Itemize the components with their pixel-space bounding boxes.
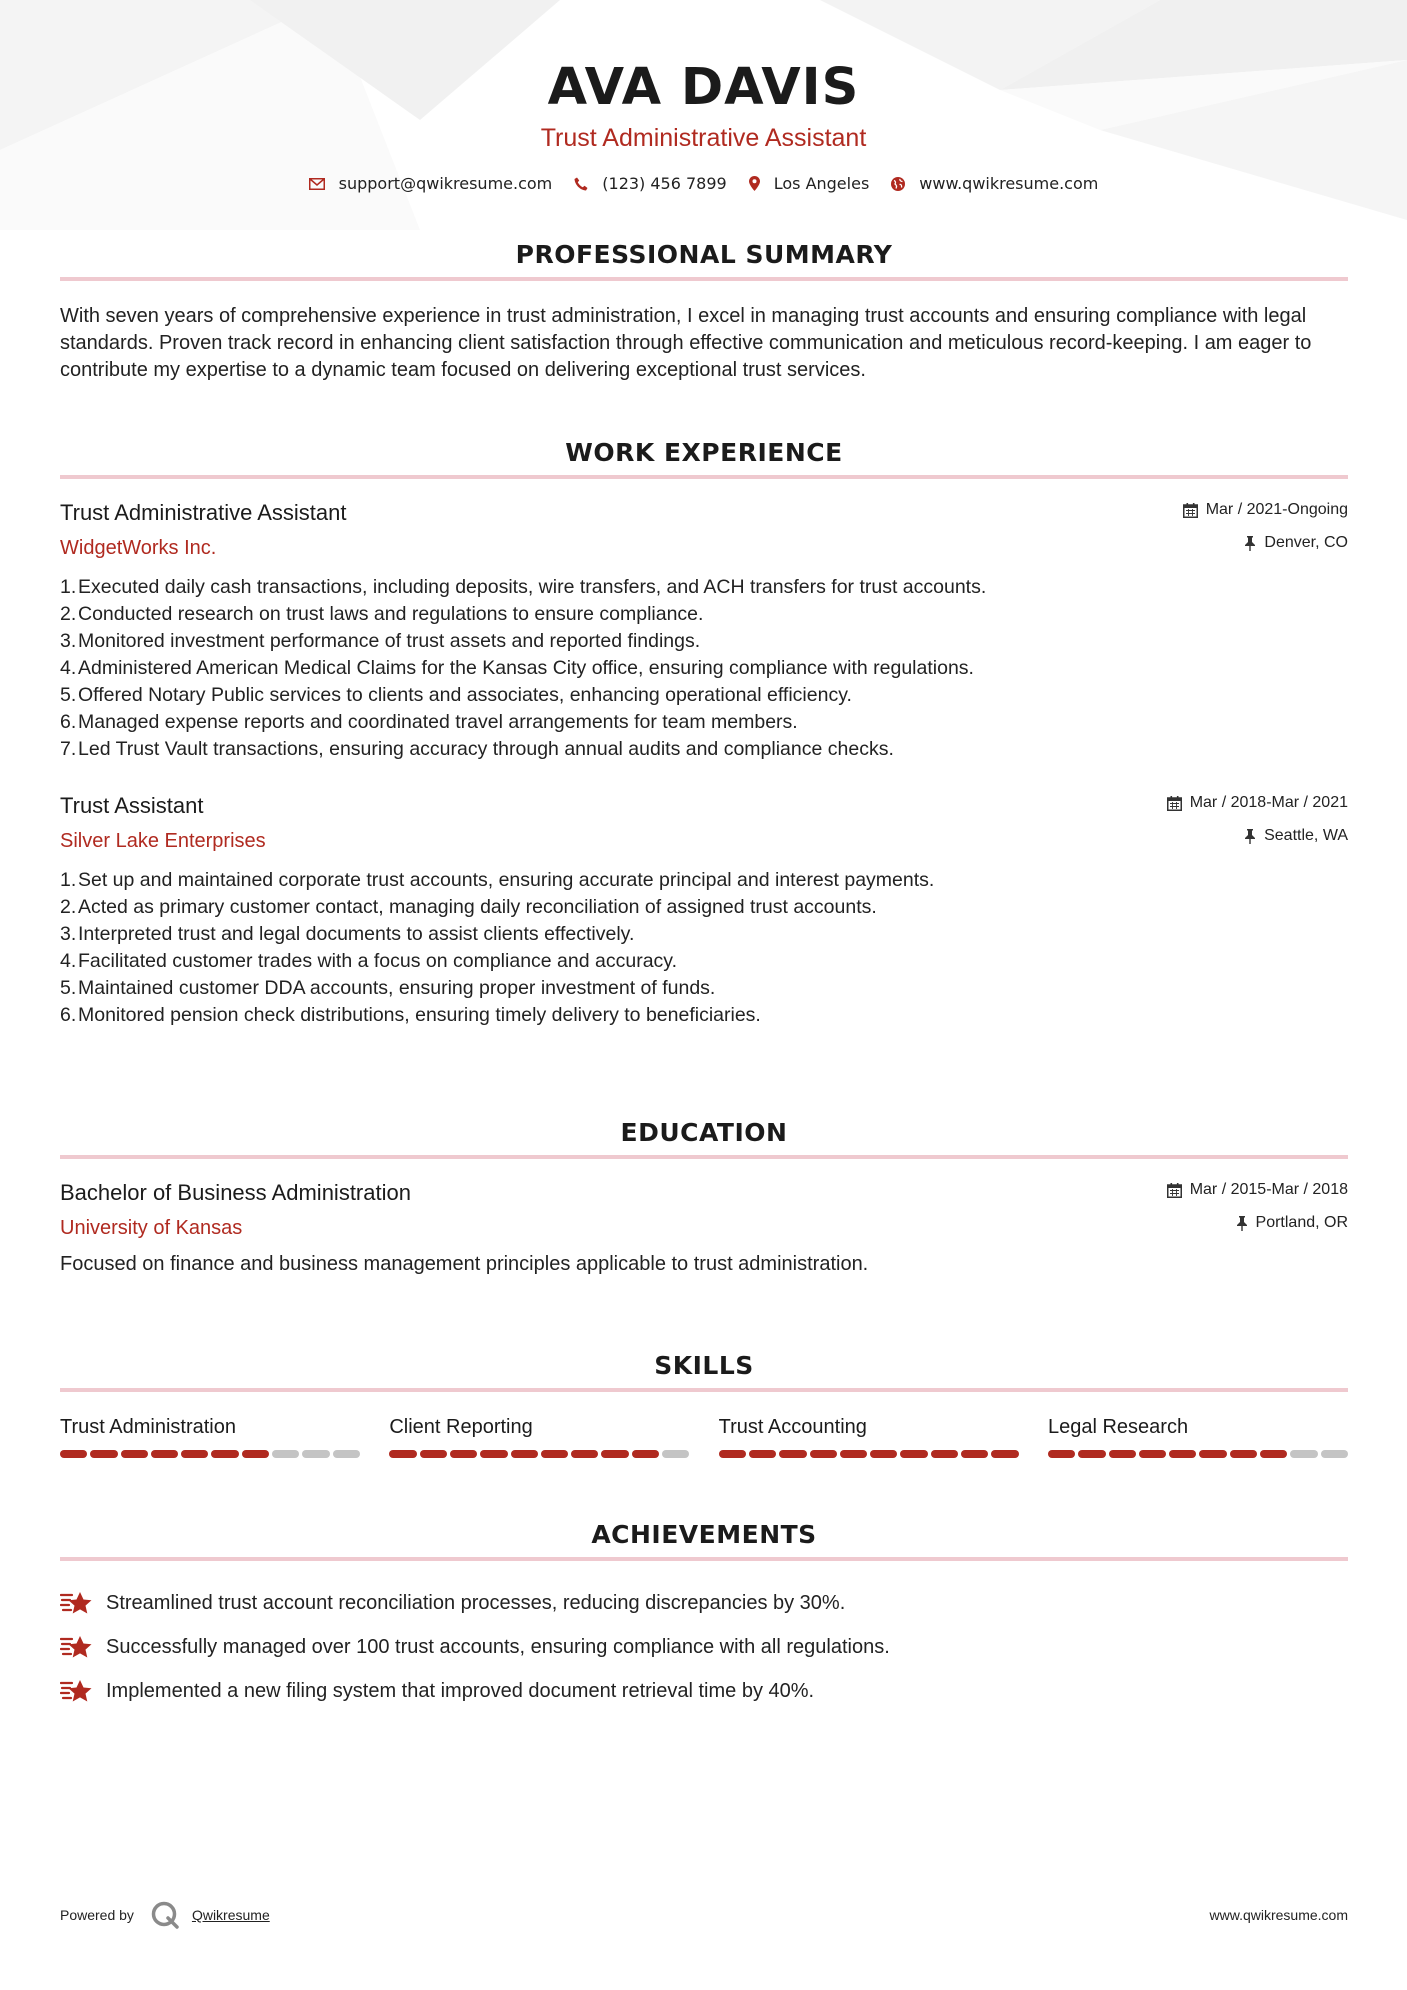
- envelope-icon: [309, 178, 325, 190]
- skill-segment-filled: [779, 1450, 806, 1458]
- skill-segment-filled: [840, 1450, 867, 1458]
- list-item: 1. Set up and maintained corporate trust accounts, ensuring accurate principal and interest payments.: [60, 869, 935, 891]
- calendar-icon: [1183, 503, 1198, 518]
- education-location-text: Portland, OR: [1255, 1214, 1348, 1231]
- job-meta: [1183, 499, 1348, 554]
- achievement-text: Implemented a new filing system that improved document retrieval time by 40%.: [106, 1679, 815, 1702]
- contact-website[interactable]: [891, 174, 1098, 193]
- skill-segment-empty: [1290, 1450, 1317, 1458]
- contact-bar: [0, 174, 1407, 193]
- skill-segment-filled: [389, 1450, 416, 1458]
- job-dates: [1183, 499, 1348, 521]
- skill-segment-filled: [749, 1450, 776, 1458]
- skill-segment-filled: [541, 1450, 568, 1458]
- section-divider: [60, 475, 1348, 479]
- skill-level-bar: [1048, 1450, 1348, 1458]
- job-location-text: Seattle, WA: [1264, 827, 1348, 844]
- skill-level-bar: [389, 1450, 689, 1458]
- page-footer: [60, 1898, 1348, 1932]
- education-heading: EDUCATION: [620, 1118, 788, 1147]
- achievement-text: Streamlined trust account reconciliation processes, reducing discrepancies by 30%.: [106, 1591, 846, 1614]
- skill-segment-filled: [1048, 1450, 1075, 1458]
- job-location-text: Denver, CO: [1264, 534, 1348, 551]
- skill-segment-filled: [90, 1450, 117, 1458]
- list-item: 6. Managed expense reports and coordinated travel arrangements for team members.: [60, 711, 798, 733]
- job-location: [1167, 825, 1348, 847]
- job-dates-text: Mar / 2018-Mar / 2021: [1189, 794, 1348, 811]
- job-title: Trust Administrative Assistant: [60, 500, 347, 525]
- star-award-icon: [60, 1634, 94, 1660]
- footer-website[interactable]: www.qwikresume.com: [1209, 1907, 1348, 1923]
- skill-segment-filled: [991, 1450, 1018, 1458]
- pushpin-icon: [1236, 1216, 1248, 1231]
- skill-segment-filled: [719, 1450, 746, 1458]
- skill-segment-filled: [242, 1450, 269, 1458]
- phone-icon: [574, 177, 588, 191]
- calendar-icon: [1167, 796, 1182, 811]
- experience-heading: WORK EXPERIENCE: [565, 438, 843, 467]
- skill-level-bar: [719, 1450, 1019, 1458]
- list-item: 2. Conducted research on trust laws and regulations to ensure compliance.: [60, 603, 704, 625]
- job-dates: [1167, 792, 1348, 814]
- achievement-item: [60, 1581, 1348, 1625]
- job-dates-text: Mar / 2021-Ongoing: [1205, 501, 1348, 518]
- degree-name: Bachelor of Business Administration: [60, 1180, 411, 1205]
- list-item: 6. Monitored pension check distributions, ensuring timely delivery to beneficiaries.: [60, 1004, 761, 1026]
- contact-email-text: support@qwikresume.com: [338, 174, 553, 193]
- skill-segment-filled: [961, 1450, 988, 1458]
- list-item: 3. Interpreted trust and legal documents to assist clients effectively.: [60, 923, 635, 945]
- skill-segment-filled: [571, 1450, 598, 1458]
- contact-location: [749, 174, 870, 193]
- calendar-icon: [1167, 1183, 1182, 1198]
- list-item: 2. Acted as primary customer contact, managing daily reconciliation of assigned trust accounts.: [60, 896, 877, 918]
- skill-segment-filled: [420, 1450, 447, 1458]
- school-name: University of Kansas: [60, 1217, 243, 1239]
- contact-location-text: Los Angeles: [773, 174, 870, 193]
- section-divider: [60, 1388, 1348, 1392]
- skill-name: Legal Research: [1047, 1416, 1189, 1438]
- contact-phone-text: (123) 456 7899: [602, 174, 727, 193]
- job-meta: [1167, 792, 1348, 847]
- contact-email[interactable]: [309, 174, 553, 193]
- skill-segment-filled: [1139, 1450, 1166, 1458]
- skill-segment-filled: [511, 1450, 538, 1458]
- education-description: Focused on finance and business management principles applicable to trust administration.: [60, 1253, 869, 1275]
- skill-segment-filled: [211, 1450, 238, 1458]
- pushpin-icon: [1244, 536, 1256, 551]
- education-meta: [1167, 1179, 1348, 1234]
- powered-by: [60, 1900, 270, 1930]
- skill-name: Trust Administration: [60, 1416, 236, 1438]
- skill-segment-filled: [1230, 1450, 1257, 1458]
- job-duties-list: [60, 574, 1348, 763]
- skill-segment-filled: [870, 1450, 897, 1458]
- list-item: 3. Monitored investment performance of trust assets and reported findings.: [60, 630, 701, 652]
- skill-segment-filled: [1169, 1450, 1196, 1458]
- experience-section: [60, 434, 1348, 1029]
- pushpin-icon: [1244, 829, 1256, 844]
- job-entry: [60, 792, 1348, 1029]
- skill-segment-filled: [121, 1450, 148, 1458]
- skill-segment-filled: [181, 1450, 208, 1458]
- list-item: 5. Maintained customer DDA accounts, ensuring proper investment of funds.: [60, 977, 716, 999]
- skill-segment-empty: [1321, 1450, 1348, 1458]
- contact-website-text: www.qwikresume.com: [919, 174, 1099, 193]
- summary-heading: PROFESSIONAL SUMMARY: [515, 240, 893, 269]
- job-company: WidgetWorks Inc.: [60, 537, 217, 559]
- achievement-text: Successfully managed over 100 trust accounts, ensuring compliance with all regulations.: [106, 1635, 890, 1658]
- skill-segment-empty: [272, 1450, 299, 1458]
- list-item: 4. Facilitated customer trades with a focus on compliance and accuracy.: [60, 950, 678, 972]
- skill-segment-filled: [900, 1450, 927, 1458]
- skill-segment-empty: [662, 1450, 689, 1458]
- qwikresume-brand-link[interactable]: Qwikresume: [191, 1907, 270, 1923]
- skill-segment-filled: [60, 1450, 87, 1458]
- skill-segment-filled: [151, 1450, 178, 1458]
- job-title: Trust Assistant: [60, 793, 204, 818]
- skill-level-bar: [60, 1450, 360, 1458]
- section-divider: [60, 1155, 1348, 1159]
- star-award-icon: [60, 1590, 94, 1616]
- candidate-name: AVA DAVIS: [547, 58, 860, 117]
- candidate-title: Trust Administrative Assistant: [540, 124, 867, 152]
- skills-heading: SKILLS: [654, 1351, 754, 1380]
- qwikresume-logo-icon: [150, 1900, 180, 1930]
- achievement-item: [60, 1625, 1348, 1669]
- skill-item: [389, 1414, 689, 1458]
- skills-section: [60, 1347, 1348, 1458]
- globe-icon: [891, 177, 905, 191]
- skill-segment-filled: [1199, 1450, 1226, 1458]
- education-dates: [1167, 1179, 1348, 1201]
- education-entry: [60, 1179, 1348, 1278]
- job-location: [1183, 532, 1348, 554]
- star-award-icon: [60, 1678, 94, 1704]
- skill-item: [1048, 1414, 1348, 1458]
- skills-grid: [60, 1414, 1348, 1458]
- skill-segment-filled: [1078, 1450, 1105, 1458]
- job-duties-list: [60, 867, 1348, 1029]
- skill-segment-filled: [810, 1450, 837, 1458]
- map-pin-icon: [749, 176, 760, 191]
- skill-segment-filled: [1260, 1450, 1287, 1458]
- resume-header: [0, 0, 1407, 193]
- skill-segment-empty: [333, 1450, 360, 1458]
- skill-item: [719, 1414, 1019, 1458]
- education-dates-text: Mar / 2015-Mar / 2018: [1189, 1181, 1348, 1198]
- job-company: Silver Lake Enterprises: [60, 830, 266, 852]
- achievements-list: [60, 1581, 1348, 1713]
- achievement-item: [60, 1669, 1348, 1713]
- summary-text: With seven years of comprehensive experience in trust administration, I excel in managing trust accounts and ensuring compliance with legal standards. Proven track record in enhancing client satisfaction through effective communication and meticulous record-keeping. I am eager to contribute my expertise to a dynamic team focused on delivering exceptional trust services.: [60, 305, 1312, 381]
- skill-item: [60, 1414, 360, 1458]
- skill-segment-filled: [1109, 1450, 1136, 1458]
- skill-segment-filled: [601, 1450, 628, 1458]
- skill-segment-empty: [302, 1450, 329, 1458]
- education-location: [1167, 1212, 1348, 1234]
- skill-segment-filled: [450, 1450, 477, 1458]
- powered-by-label: Powered by: [60, 1907, 134, 1923]
- skill-segment-filled: [931, 1450, 958, 1458]
- list-item: 7. Led Trust Vault transactions, ensuring accuracy through annual audits and compliance checks.: [60, 738, 894, 760]
- list-item: 1. Executed daily cash transactions, including deposits, wire transfers, and ACH transfers for trust accounts.: [60, 576, 987, 598]
- skill-segment-filled: [632, 1450, 659, 1458]
- skill-segment-filled: [480, 1450, 507, 1458]
- contact-phone[interactable]: [574, 174, 726, 193]
- section-divider: [60, 1557, 1348, 1561]
- list-item: 5. Offered Notary Public services to clients and associates, enhancing operational efficiency.: [60, 684, 852, 706]
- skill-name: Client Reporting: [389, 1416, 533, 1438]
- summary-section: [60, 236, 1348, 384]
- achievements-section: [60, 1516, 1348, 1713]
- list-item: 4. Administered American Medical Claims for the Kansas City office, ensuring compliance with regulations.: [60, 657, 974, 679]
- section-divider: [60, 277, 1348, 281]
- skill-name: Trust Accounting: [718, 1416, 867, 1438]
- education-section: [60, 1114, 1348, 1278]
- job-entry: [60, 499, 1348, 763]
- achievements-heading: ACHIEVEMENTS: [591, 1520, 817, 1549]
